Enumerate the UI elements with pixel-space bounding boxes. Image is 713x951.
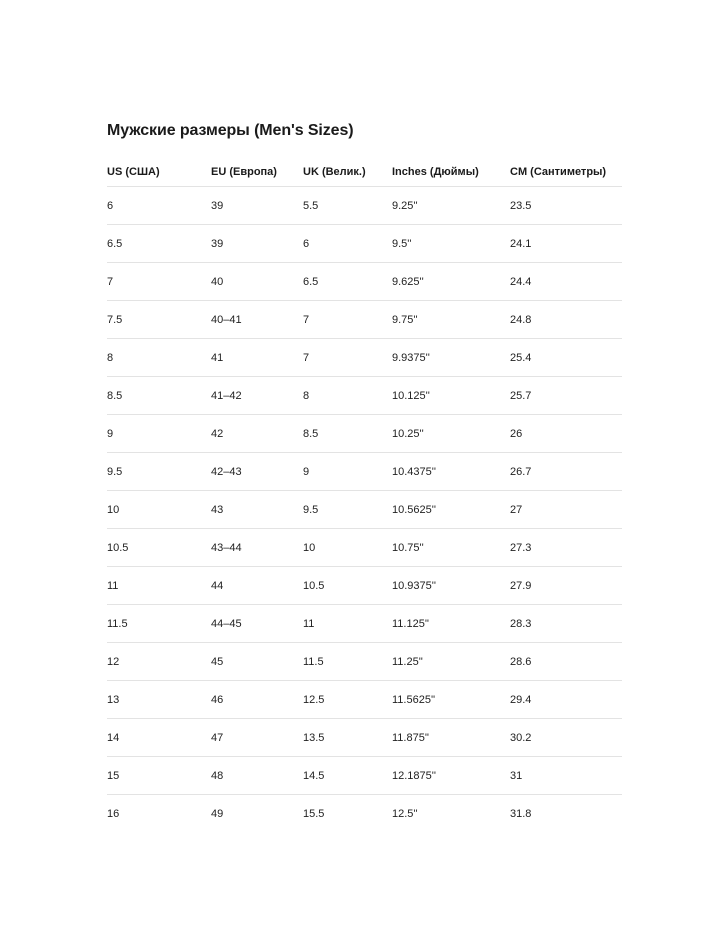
header-inches: Inches (Дюймы) (392, 158, 510, 187)
cell-us: 11 (107, 567, 211, 605)
cell-uk: 11.5 (303, 643, 392, 681)
cell-us: 13 (107, 681, 211, 719)
cell-eu: 42–43 (211, 453, 303, 491)
cell-uk: 12.5 (303, 681, 392, 719)
cell-uk: 11 (303, 605, 392, 643)
cell-us: 10 (107, 491, 211, 529)
cell-us: 6 (107, 187, 211, 225)
cell-us: 7.5 (107, 301, 211, 339)
cell-uk: 14.5 (303, 757, 392, 795)
table-row (107, 567, 622, 605)
cell-inches: 12.5'' (392, 807, 418, 820)
cell-eu: 42 (211, 415, 303, 453)
table-row (107, 719, 622, 757)
table-row (107, 605, 622, 643)
table-row (107, 453, 622, 491)
cell-uk: 13.5 (303, 719, 392, 757)
cell-uk: 10 (303, 529, 392, 567)
cell-inches: 9.75'' (392, 301, 510, 339)
cell-eu: 40–41 (211, 301, 303, 339)
cell-inches: 11.875'' (392, 719, 510, 757)
table-row (107, 681, 622, 719)
cell-inches: 9.9375'' (392, 339, 510, 377)
cell-uk: 7 (303, 301, 392, 339)
cell-cm: 28.3 (510, 605, 622, 643)
cell-eu: 43 (211, 491, 303, 529)
cell-eu: 46 (211, 681, 303, 719)
cell-us: 12 (107, 643, 211, 681)
cell-uk: 10.5 (303, 567, 392, 605)
table-row (107, 415, 622, 453)
cell-us: 6.5 (107, 225, 211, 263)
cell-uk: 6 (303, 225, 392, 263)
cell-cm: 24.1 (510, 225, 622, 263)
table-row (107, 187, 622, 225)
cell-uk: 9 (303, 453, 392, 491)
cell-eu: 47 (211, 719, 303, 757)
cell-us: 15 (107, 757, 211, 795)
cell-eu: 45 (211, 643, 303, 681)
cell-cm: 27.9 (510, 567, 622, 605)
cell-eu: 39 (211, 225, 303, 263)
cell-inches: 10.75'' (392, 529, 510, 567)
cell-cm: 24.8 (510, 301, 622, 339)
cell-cm: 28.6 (510, 643, 622, 681)
cell-cm: 26.7 (510, 453, 622, 491)
cell-us: 8 (107, 339, 211, 377)
cell-us: 16 (107, 807, 120, 820)
table-row (107, 301, 622, 339)
cell-us: 11.5 (107, 605, 211, 643)
cell-us: 9.5 (107, 453, 211, 491)
page-title: Мужские размеры (Men's Sizes) (107, 122, 354, 139)
cell-cm: 31.8 (510, 807, 532, 820)
cell-inches: 11.5625'' (392, 681, 510, 719)
cell-uk: 7 (303, 339, 392, 377)
cell-eu: 44–45 (211, 605, 303, 643)
table-row (107, 529, 622, 567)
cell-cm: 25.4 (510, 339, 622, 377)
cell-us: 9 (107, 415, 211, 453)
cell-cm: 25.7 (510, 377, 622, 415)
header-uk: UK (Велик.) (303, 158, 392, 187)
table-row (107, 339, 622, 377)
cell-uk: 8 (303, 377, 392, 415)
cell-inches: 11.125'' (392, 605, 510, 643)
header-eu: EU (Европа) (211, 158, 303, 187)
cell-uk: 8.5 (303, 415, 392, 453)
cell-inches: 11.25'' (392, 643, 510, 681)
cell-eu: 43–44 (211, 529, 303, 567)
table-row (107, 757, 622, 795)
cell-us: 7 (107, 263, 211, 301)
cell-uk: 6.5 (303, 263, 392, 301)
cell-inches: 10.4375'' (392, 453, 510, 491)
cell-inches: 9.625'' (392, 263, 510, 301)
cell-eu: 44 (211, 567, 303, 605)
cell-inches: 9.25'' (392, 187, 510, 225)
cell-uk: 15.5 (303, 807, 325, 820)
table-row (107, 225, 622, 263)
cell-eu: 40 (211, 263, 303, 301)
cell-inches: 9.5'' (392, 225, 510, 263)
cell-inches: 10.125'' (392, 377, 510, 415)
cell-cm: 31 (510, 757, 622, 795)
cell-inches: 10.5625'' (392, 491, 510, 529)
table-row (107, 491, 622, 529)
size-table (107, 158, 622, 832)
cell-us: 8.5 (107, 377, 211, 415)
cell-eu: 49 (211, 807, 224, 820)
cell-cm: 24.4 (510, 263, 622, 301)
cell-uk: 9.5 (303, 491, 392, 529)
header-cm: CM (Сантиметры) (510, 158, 622, 187)
table-header-row (107, 158, 622, 187)
cell-uk: 5.5 (303, 187, 392, 225)
cell-eu: 41–42 (211, 377, 303, 415)
cell-cm: 27 (510, 491, 622, 529)
cell-inches: 12.1875'' (392, 757, 510, 795)
size-chart (107, 120, 622, 832)
table-body (107, 187, 622, 833)
cell-us: 14 (107, 719, 211, 757)
cell-cm: 23.5 (510, 187, 622, 225)
cell-eu: 41 (211, 339, 303, 377)
table-row (107, 795, 622, 833)
cell-cm: 30.2 (510, 719, 622, 757)
cell-cm: 29.4 (510, 681, 622, 719)
cell-eu: 48 (211, 757, 303, 795)
header-us: US (США) (107, 158, 211, 187)
table-row (107, 263, 622, 301)
table-row (107, 377, 622, 415)
cell-us: 10.5 (107, 529, 211, 567)
cell-cm: 26 (510, 415, 622, 453)
cell-eu: 39 (211, 187, 303, 225)
table-row (107, 643, 622, 681)
cell-cm: 27.3 (510, 529, 622, 567)
cell-inches: 10.9375'' (392, 567, 510, 605)
cell-inches: 10.25'' (392, 415, 510, 453)
